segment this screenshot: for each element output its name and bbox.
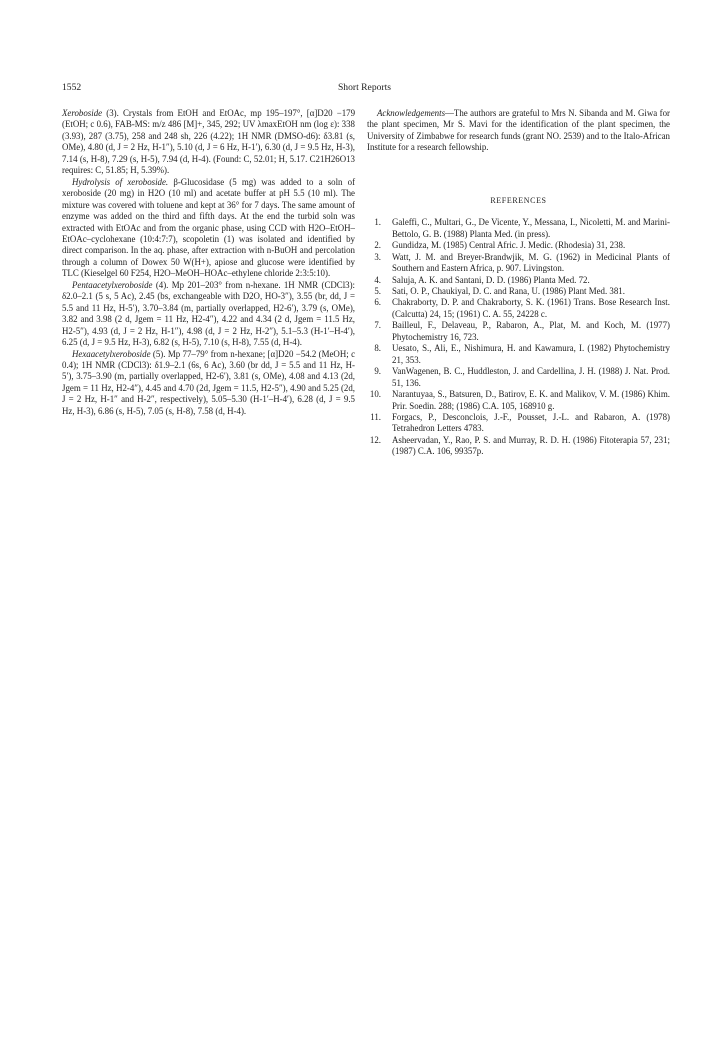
acknowledgements-heading: Acknowledgements (377, 108, 446, 118)
reference-text: Chakraborty, D. P. and Chakraborty, S. K. (1961) Trans. Bose Research Inst. (Calcutta) 24, 15; (1961) C. A. 55, 24228 c. (392, 297, 670, 319)
reference-text: Uesato, S., Ali, E., Nishimura, H. and Kawamura, I. (1982) Phytochemistry 21, 353. (392, 343, 670, 365)
reference-number: 8. (374, 343, 381, 354)
acknowledgements-text: —The authors are grateful to Mrs N. Sibanda and M. Giwa for the plant specimen, Mr S. Mavi for the identification of the plant specimen, the University of Zimbabwe for research funds (grant NO. 2539) and to the Italo-African Institute for a research fellowship. (367, 108, 670, 153)
reference-item (367, 252, 670, 275)
reference-text: Narantuyaa, S., Batsuren, D., Batirov, E. K. and Malikov, V. M. (1986) Khim. Prir. Soedin. 288; (1986) C.A. 105, 168910 g. (392, 389, 670, 411)
compound-name: Hexaacetylxeroboside (72, 348, 151, 359)
references-list (367, 217, 670, 458)
reference-item (367, 286, 670, 297)
reference-text: Forgacs, P., Desconclois, J.-F., Pousset, J.-L. and Rabaron, A. (1978) Tetrahedron Letters 4783. (392, 411, 670, 434)
reference-number: 6. (374, 297, 381, 308)
page-header (62, 82, 667, 96)
reference-text: VanWagenen, B. C., Huddleston, J. and Cardellina, J. H. (1988) J. Nat. Prod. 51, 136. (392, 366, 670, 388)
compound-number: (4). (155, 279, 169, 290)
reference-text: Watt, J. M. and Breyer-Brandwjik, M. G. (1962) in Medicinal Plants of Southern and Eastern Africa, p. 907. Livingston. (392, 251, 670, 274)
reference-item (367, 343, 670, 366)
reference-item (367, 275, 670, 286)
reference-item (367, 240, 670, 251)
hydrolysis-paragraph (62, 177, 355, 280)
reference-item (367, 366, 670, 389)
reference-number: 2. (374, 240, 381, 251)
reference-number: 10. (369, 389, 381, 400)
reference-text: Gundidza, M. (1985) Central Afric. J. Medic. (Rhodesia) 31, 238. (392, 240, 626, 251)
compound-name: Xeroboside (62, 108, 103, 118)
reference-number: 4. (374, 274, 381, 285)
reference-number: 12. (369, 434, 381, 445)
hexaacetyl-paragraph (62, 349, 355, 418)
section-text: β-Glucosidase (5 mg) was added to a soln of xeroboside (20 mg) in H2O (10 ml) and acetate buffer at pH 5.5 (10 ml). The mixture was covered with toluene and kept at 36° for 7 days. The same amount of enzyme was added on the third and fifth days. At the end the turbid soln was extracted with EtOAc and from the organic phase, using CCD with H2O–EtOH–EtOAc–cyclohexane (10:4:7:7), scopoletin (1) was isolated and identified by direct comparison. In the aq. phase, after extraction with n-BuOH and percolation through a column of Dowex 50 W(H+), apiose and glucose were identified by TLC (Kieselgel 60 F254, H2O–MeOH–HOAc–ethylene chloride 2:3:5:10). (62, 176, 356, 279)
reference-number: 5. (374, 285, 381, 296)
section-heading: Hydrolysis of xeroboside. (72, 176, 169, 187)
page-number: 1552 (62, 82, 82, 93)
running-head: Short Reports (337, 82, 392, 93)
reference-number: 3. (374, 251, 381, 262)
reference-text: Asheervadan, Y., Rao, P. S. and Murray, R. D. H. (1986) Fitoterapia 57, 231; (1987) C.A. 106, 99357p. (392, 434, 670, 457)
acknowledgements-paragraph (367, 108, 670, 154)
reference-number: 7. (374, 320, 381, 331)
reference-number: 11. (370, 411, 381, 422)
reference-item (367, 297, 670, 320)
right-column (367, 108, 670, 458)
compound-number: (5). (152, 348, 166, 359)
compound-data: Mp 201–203° from n-hexane. 1H NMR (CDCl3): δ2.0–2.1 (5 s, 5 Ac), 2.45 (bs, exchangeable with D2O, HO-3″), 3.55 (br, dd, J = 5.5 and 11 Hz, H-5′), 3.70–3.84 (m, partially overlapped, H2-6′), 3.79 (s, OMe), 3.82 and 3.98 (2 d, Jgem = 11 Hz, H2-4″), 4.22 and 4.34 (2 d, Jgem = 11.5 Hz, H2-5″), 4.93 (d, J = 2 Hz, H-1″), 4.98 (d, J = 2 Hz, H-2″), 5.1–5.3 (H-1′–H-4′), 6.25 (d, J = 9.5 Hz, H-3), 6.82 (s, H-5), 7.10 (s, H-8), 7.55 (d, H-4). (62, 279, 356, 348)
reference-number: 9. (374, 366, 381, 377)
compound-name: Pentaacetylxeroboside (72, 279, 153, 290)
reference-item (367, 412, 670, 435)
reference-text: Sati, O. P., Chaukiyal, D. C. and Rana, U. (1986) Plant Med. 381. (392, 285, 625, 296)
compound-data: Crystals from EtOH and EtOAc, mp 195–197°, [α]D20 −179 (EtOH; c 0.6), FAB-MS: m/z 486 [M]+, 345, 292; UV λmaxEtOH nm (log ε): 338 (3.93), 287 (3.75), 258 and 248 sh, 226 (4.22); 1H NMR (DMSO-d6): δ3.81 (s, OMe), 4.80 (d, J = 2 Hz, H-1″), 5.10 (d, J = 6 Hz, H-1′), 6.30 (d, J = 9.5 Hz, H-3), 7.14 (s, H-8), 7.29 (s, H-5), 7.94 (d, H-4). (Found: C, 52.01; H, 5.17. C21H26O13 requires: C, 51.85; H, 5.39%). (62, 108, 356, 176)
reference-number: 1. (374, 217, 381, 228)
reference-item (367, 389, 670, 412)
reference-item (367, 435, 670, 458)
xeroboside-paragraph (62, 108, 355, 177)
reference-item (367, 217, 670, 240)
left-column (62, 108, 355, 417)
references-heading: REFERENCES (490, 195, 547, 205)
pentaacetyl-paragraph (62, 280, 355, 349)
compound-number: (3). (106, 108, 119, 118)
compound-data: Mp 77–79° from n-hexane; [α]D20 −54.2 (MeOH; c 0.4); 1H NMR (CDCl3): δ1.9–2.1 (6s, 6 Ac), 3.60 (br dd, J = 5.5 and 11 Hz, H-5′), 3.75–3.90 (m, partially overlapped, H2-6′), 3.81 (s, OMe), 4.08 and 4.13 (2d, Jgem = 11 Hz, H2-4″), 4.45 and 4.70 (2d, Jgem = 11.5, H2-5″), 4.90 and 5.25 (2d, J = 2 Hz, H-1″ and H-2″, respectively), 5.05–5.30 (H-1′–H-4′), 6.28 (d, J = 9.5 Hz, H-3), 6.86 (s, H-5), 7.05 (s, H-8), 7.58 (d, H-4). (62, 348, 356, 416)
reference-item (367, 320, 670, 343)
reference-text: Saluja, A. K. and Santani, D. D. (1986) Planta Med. 72. (392, 274, 590, 285)
reference-text: Bailleul, F., Delaveau, P., Rabaron, A., Plat, M. and Koch, M. (1977) Phytochemistry 16, 723. (392, 320, 670, 342)
reference-text: Galeffi, C., Multari, G., De Vicente, Y., Messana, I., Nicoletti, M. and Marini-Bettolo, G. B. (1988) Planta Med. (in press). (392, 217, 670, 239)
